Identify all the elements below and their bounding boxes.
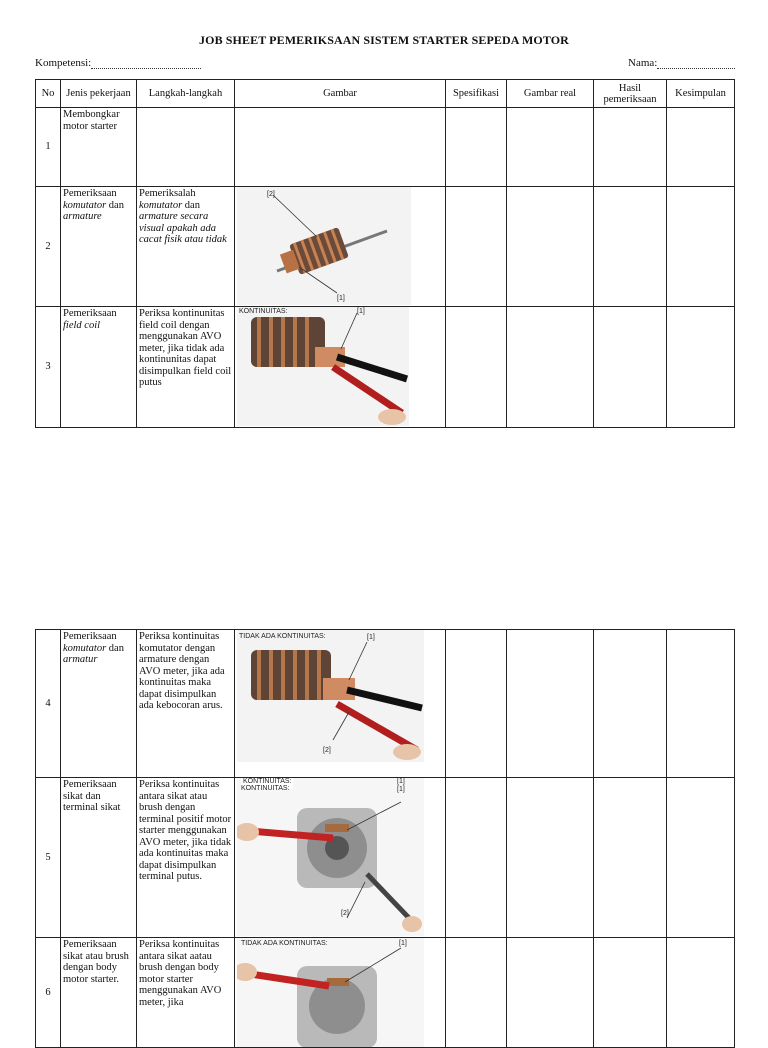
figure-label: KONTINUITAS: [241, 785, 290, 792]
header-hasil: Hasil pemeriksaan [594, 80, 667, 108]
figure-label: TIDAK ADA KONTINUITAS: [239, 633, 326, 640]
gambar-cell [235, 778, 446, 938]
brush-body-continuity-figure [237, 938, 424, 1048]
langkah-text: dan [184, 199, 200, 211]
table-row [36, 938, 735, 1048]
header-langkah: Langkah-langkah [137, 80, 235, 108]
row-number: 1 [36, 108, 61, 187]
kesimpulan-cell[interactable] [667, 938, 735, 1048]
jenis-text: dan [108, 199, 124, 211]
langkah-cell: Periksa kontinuitas antara sikat aatau brush dengan body motor starter menggunakan AVO meter, jika [137, 938, 235, 1048]
row-number: 4 [36, 630, 61, 778]
gambar-real-cell[interactable] [507, 187, 594, 307]
hasil-cell[interactable] [594, 187, 667, 307]
gambar-cell [235, 938, 446, 1048]
nama-field [628, 57, 735, 69]
header-gambar-real: Gambar real [507, 80, 594, 108]
figure-label: [1] [357, 308, 365, 315]
jenis-text-italic: komutator [63, 199, 107, 211]
figure-label: KONTINUITAS: [239, 308, 288, 315]
nama-label: Nama: [628, 57, 658, 69]
hasil-cell[interactable] [594, 307, 667, 428]
langkah-text: Pemeriksalah [139, 188, 196, 199]
gambar-real-cell[interactable] [507, 630, 594, 778]
header-gambar: Gambar [235, 80, 446, 108]
table-row [36, 778, 735, 938]
figure-label: [1] [397, 778, 405, 785]
spesifikasi-cell[interactable] [446, 778, 507, 938]
kompetensi-field [35, 57, 201, 69]
spesifikasi-cell[interactable] [446, 938, 507, 1048]
figure-label: [1] [399, 940, 407, 947]
jobsheet-table-1 [35, 79, 735, 428]
figure-label: KONTINUITAS: [241, 778, 293, 788]
row-number: 6 [36, 938, 61, 1048]
figure-label: [1] [337, 295, 345, 302]
row-number: 2 [36, 187, 61, 307]
kesimpulan-cell[interactable] [667, 187, 735, 307]
jenis-text-italic: field coil [63, 319, 101, 331]
table-row [36, 307, 735, 428]
langkah-text-italic: armature secara visual apakah ada cacat fisik atau tidak [139, 211, 227, 245]
kesimpulan-cell[interactable] [667, 630, 735, 778]
gambar-cell [235, 108, 446, 187]
jenis-text-italic: komutator [63, 642, 107, 654]
jenis-text: Pemeriksaan [63, 308, 117, 319]
langkah-text-italic: komutator [139, 199, 183, 211]
kesimpulan-cell[interactable] [667, 108, 735, 187]
jenis-text-italic: armatur [63, 654, 98, 665]
kesimpulan-cell[interactable] [667, 307, 735, 428]
jenis-cell [61, 630, 137, 778]
kompetensi-label: Kompetensi: [35, 57, 92, 69]
page-title: JOB SHEET PEMERIKSAAN SISTEM STARTER SEPEDA MOTOR [199, 33, 569, 47]
table-row [36, 187, 735, 307]
spesifikasi-cell[interactable] [446, 630, 507, 778]
row-number: 3 [36, 307, 61, 428]
jenis-cell: Pemeriksaan sikat dan terminal sikat [61, 778, 137, 938]
field-coil-continuity-figure [237, 307, 409, 426]
gambar-cell [235, 307, 446, 428]
jenis-text: Pemeriksaan [63, 188, 117, 199]
jenis-cell [61, 187, 137, 307]
langkah-cell [137, 108, 235, 187]
figure-label: [1] [367, 634, 375, 641]
hasil-cell[interactable] [594, 938, 667, 1048]
brush-terminal-continuity-figure [237, 778, 424, 936]
spesifikasi-cell[interactable] [446, 187, 507, 307]
jobsheet-table-2 [35, 629, 735, 1048]
hasil-cell[interactable] [594, 108, 667, 187]
kompetensi-blank[interactable] [91, 59, 201, 69]
armature-figure [237, 187, 411, 305]
jenis-cell: Pemeriksaan sikat atau brush dengan body motor starter. [61, 938, 137, 1048]
figure-label: [2] [267, 191, 275, 198]
spesifikasi-cell[interactable] [446, 307, 507, 428]
row-number: 5 [36, 778, 61, 938]
jenis-text: Pemeriksaan [63, 631, 117, 642]
header-no: No [36, 80, 61, 108]
commutator-continuity-figure [237, 630, 424, 762]
figure-label: [2] [323, 747, 331, 754]
table-row [36, 630, 735, 778]
gambar-real-cell[interactable] [507, 938, 594, 1048]
gambar-real-cell[interactable] [507, 307, 594, 428]
gambar-real-cell[interactable] [507, 108, 594, 187]
nama-blank[interactable] [657, 59, 735, 69]
jenis-text-italic: armature [63, 211, 102, 222]
figure-label: TIDAK ADA KONTINUITAS: [241, 940, 328, 947]
jenis-cell [61, 307, 137, 428]
figure-label: [2] [341, 910, 349, 917]
langkah-cell [137, 187, 235, 307]
hasil-cell[interactable] [594, 778, 667, 938]
figure-label: [1] [397, 786, 405, 793]
jenis-cell: Membongkar motor starter [61, 108, 137, 187]
header-spesifikasi: Spesifikasi [446, 80, 507, 108]
spesifikasi-cell[interactable] [446, 108, 507, 187]
langkah-cell: Periksa kontinunitas field coil dengan menggunakan AVO meter, jika tidak ada kontinunitas dapat disimpulkan field coil putus [137, 307, 235, 428]
header-kesimpulan: Kesimpulan [667, 80, 735, 108]
header-row [36, 80, 735, 108]
jenis-text: dan [108, 642, 124, 654]
header-jenis: Jenis pekerjaan [61, 80, 137, 108]
gambar-cell [235, 630, 446, 778]
hasil-cell[interactable] [594, 630, 667, 778]
gambar-cell [235, 187, 446, 307]
kesimpulan-cell[interactable] [667, 778, 735, 938]
table-row [36, 108, 735, 187]
gambar-real-cell[interactable] [507, 778, 594, 938]
langkah-cell: Periksa kontinuitas komutator dengan armature dengan AVO meter, jika ada kontinuitas maka dapat disimpulkan ada kebocoran arus. [137, 630, 235, 778]
langkah-cell: Periksa kontinuitas antara sikat atau brush dengan terminal positif motor starter menggunakan AVO meter, jika tidak ada kontinuitas maka dapat disimpulkan terminal putus. [137, 778, 235, 938]
